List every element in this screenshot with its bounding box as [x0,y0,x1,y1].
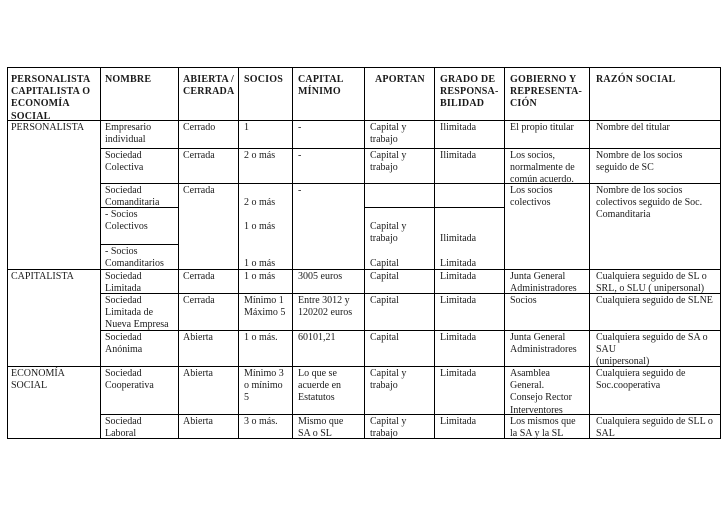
comanditarios-socios: 1 o más [244,258,276,269]
empresario-abierta: Cerrado [183,122,216,133]
colectiva-razon: Nombre de los socios seguido de SC [596,150,683,174]
cooperativa-abierta: Abierta [183,368,213,379]
grid-line [364,68,365,439]
anonima-razon: Cualquiera seguido de SA o SAU (unipersonal) [596,332,708,368]
grid-line [238,68,239,439]
comanditarios-nombre: - Socios Comanditarios [105,246,164,270]
anonima-nombre: Sociedad Anónima [105,332,143,356]
limitada-gobierno: Junta General Administradores [510,271,577,295]
header-abierta-cerrada: ABIERTA / CERRADA [183,74,235,98]
comanditaria-abierta: Cerrada [183,185,215,196]
cooperativa-gobierno: Asamblea General. Consejo Rector Interventores [510,368,572,416]
colectiva-socios: 2 o más [244,150,276,161]
cooperativa-grado: Limitada [440,368,477,379]
limitada-nombre: Sociedad Limitada [105,271,142,295]
limitada-capital: 3005 euros [298,271,343,282]
anonima-grado: Limitada [440,332,477,343]
cooperativa-aportan: Capital y trabajo [370,368,407,392]
header-grado: GRADO DE RESPONSA- BILIDAD [440,74,499,110]
company-types-table [7,67,721,439]
colectivos-nombre: - Socios Colectivos [105,209,148,233]
comanditaria-razon: Nombre de los socios colectivos seguido de Soc. Comanditaria [596,185,703,221]
nueva-abierta: Cerrada [183,295,215,306]
grid-line [100,183,720,184]
colectiva-grado: Ilimitada [440,150,477,161]
nueva-socios: Mínimo 1 Máximo 5 [244,295,286,319]
comanditaria-nombre: Sociedad Comanditaria [105,185,160,209]
colectivos-socios: 1 o más [244,221,276,232]
comanditaria-socios: 2 o más [244,197,276,208]
laboral-grado: Limitada [440,416,477,427]
header-capital-minimo: CAPITAL MÍNIMO [298,74,344,98]
header-socios: SOCIOS [244,74,283,85]
colectiva-nombre: Sociedad Colectiva [105,150,144,174]
anonima-socios: 1 o más. [244,332,278,343]
header-category: PERSONALISTA CAPITALISTA O ECONOMÍA SOCIAL [11,74,91,122]
grid-line [434,68,435,439]
laboral-abierta: Abierta [183,416,213,427]
grid-line [100,148,720,149]
colectiva-abierta: Cerrada [183,150,215,161]
cooperativa-capital: Lo que se acuerde en Estatutos [298,368,342,404]
cooperativa-razon: Cualquiera seguido de Soc.cooperativa [596,368,686,392]
nueva-aportan: Capital [370,295,399,306]
laboral-aportan: Capital y trabajo [370,416,407,440]
anonima-abierta: Abierta [183,332,213,343]
limitada-razon: Cualquiera seguido de SL o SRL, o SLU ( unipersonal) [596,271,707,295]
cooperativa-socios: Mínimo 3 o mínimo 5 [244,368,284,404]
nueva-razon: Cualquiera seguido de SLNE [596,295,713,306]
colectiva-gobierno: Los socios, normalmente de común acuerdo. [510,150,575,186]
colectiva-capital: - [298,150,302,161]
empresario-socios: 1 [244,122,249,133]
header-razon-social: RAZÓN SOCIAL [596,74,676,85]
grid-line [504,68,505,439]
empresario-aportan: Capital y trabajo [370,122,407,146]
comanditaria-capital: - [298,185,302,196]
limitada-aportan: Capital [370,271,399,282]
grid-line [292,68,293,439]
empresario-grado: Ilimitada [440,122,477,133]
grid-line [100,244,179,245]
empresario-gobierno: El propio titular [510,122,574,133]
laboral-socios: 3 o más. [244,416,278,427]
comanditarios-aportan: Capital [370,258,399,269]
group-capitalista: CAPITALISTA [11,271,74,282]
anonima-capital: 60101,21 [298,332,336,343]
nueva-grado: Limitada [440,295,477,306]
cooperativa-nombre: Sociedad Cooperativa [105,368,154,392]
header-gobierno: GOBIERNO Y REPRESENTA- CIÓN [510,74,583,110]
laboral-gobierno: Los mismos que la SA y la SL [510,416,576,440]
grid-line [100,68,101,439]
group-personalista: PERSONALISTA [11,122,85,133]
grid-line [589,68,590,439]
grid-line [178,68,179,439]
limitada-socios: 1 o más [244,271,276,282]
nueva-gobierno: Socios [510,295,537,306]
laboral-capital: Mismo que SA o SL [298,416,344,440]
colectiva-aportan: Capital y trabajo [370,150,407,174]
grid-line [100,330,720,331]
header-aportan: APORTAN [375,74,425,85]
anonima-gobierno: Junta General Administradores [510,332,577,356]
colectivos-aportan: Capital y trabajo [370,221,407,245]
grid-line [364,207,504,208]
empresario-razon: Nombre del titular [596,122,670,133]
laboral-razon: Cualquiera seguido de SLL o SAL [596,416,713,440]
grid-line [8,120,720,121]
empresario-nombre: Empresario individual [105,122,152,146]
header-nombre: NOMBRE [105,74,152,85]
limitada-abierta: Cerrada [183,271,215,282]
nueva-capital: Entre 3012 y 120202 euros [298,295,353,319]
group-economia-social: ECONOMÍA SOCIAL [11,368,65,392]
empresario-capital: - [298,122,302,133]
anonima-aportan: Capital [370,332,399,343]
colectivos-grado: Ilimitada [440,233,477,244]
laboral-nombre: Sociedad Laboral [105,416,142,440]
limitada-grado: Limitada [440,271,477,282]
nueva-nombre: Sociedad Limitada de Nueva Empresa [105,295,169,331]
comanditaria-gobierno: Los socios colectivos [510,185,553,209]
grid-line [100,414,720,415]
comanditarios-grado: Limitada [440,258,477,269]
